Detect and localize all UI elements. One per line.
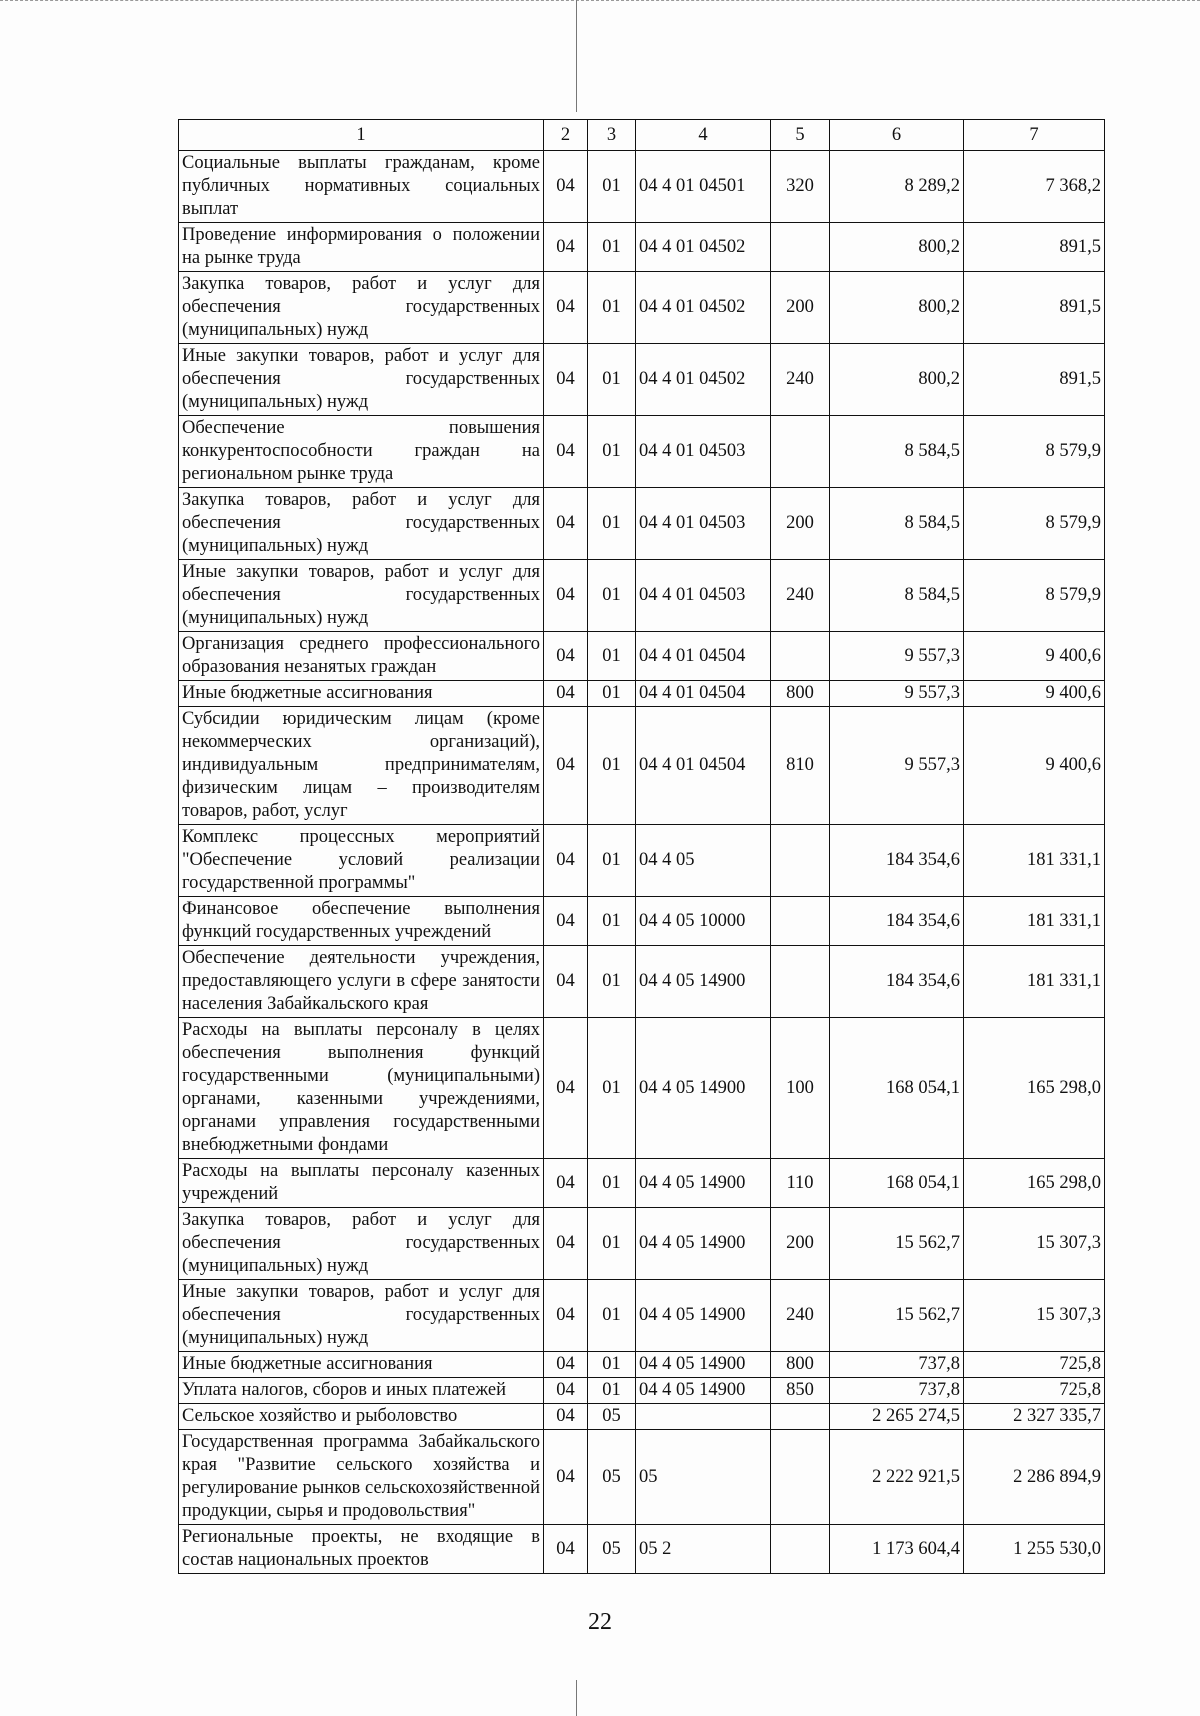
row-amount-col6: 737,8 <box>830 1378 964 1404</box>
row-section: 04 <box>544 1404 588 1430</box>
table-row <box>179 632 1105 681</box>
row-name: Социальные выплаты гражданам, кроме публичных нормативных социальных выплат <box>179 151 544 223</box>
row-name: Закупка товаров, работ и услуг для обеспечения государственных (муниципальных) нужд <box>179 488 544 560</box>
row-subsection: 01 <box>588 416 636 488</box>
row-name: Обеспечение деятельности учреждения, предоставляющего услуги в сфере занятости населения Забайкальского края <box>179 946 544 1018</box>
row-section: 04 <box>544 825 588 897</box>
table-row <box>179 416 1105 488</box>
row-section: 04 <box>544 151 588 223</box>
row-target-code: 04 4 05 10000 <box>636 897 771 946</box>
row-expense-type <box>771 632 830 681</box>
table-row <box>179 1352 1105 1378</box>
row-section: 04 <box>544 632 588 681</box>
row-section: 04 <box>544 416 588 488</box>
budget-table <box>178 119 1105 1574</box>
row-target-code: 04 4 01 04503 <box>636 416 771 488</box>
row-expense-type: 200 <box>771 1208 830 1280</box>
row-expense-type <box>771 223 830 272</box>
row-target-code: 04 4 05 14900 <box>636 1159 771 1208</box>
row-expense-type: 200 <box>771 272 830 344</box>
row-subsection: 01 <box>588 681 636 707</box>
row-amount-col6: 9 557,3 <box>830 707 964 825</box>
row-amount-col6: 8 584,5 <box>830 560 964 632</box>
row-name: Закупка товаров, работ и услуг для обеспечения государственных (муниципальных) нужд <box>179 272 544 344</box>
row-target-code: 04 4 05 <box>636 825 771 897</box>
row-name: Государственная программа Забайкальского края "Развитие сельского хозяйства и регулирование рынков сельскохозяйственной продукции, сырья и продовольствия" <box>179 1430 544 1525</box>
row-expense-type: 800 <box>771 681 830 707</box>
row-subsection: 05 <box>588 1430 636 1525</box>
row-section: 04 <box>544 272 588 344</box>
row-name: Сельское хозяйство и рыболовство <box>179 1404 544 1430</box>
row-expense-type <box>771 946 830 1018</box>
row-section: 04 <box>544 1352 588 1378</box>
row-subsection: 01 <box>588 344 636 416</box>
row-name: Субсидии юридическим лицам (кроме некоммерческих организаций), индивидуальным предпринимателям, физическим лицам – производителям товаров, работ, услуг <box>179 707 544 825</box>
row-target-code: 04 4 01 04502 <box>636 344 771 416</box>
row-target-code: 04 4 01 04503 <box>636 488 771 560</box>
row-amount-col6: 8 289,2 <box>830 151 964 223</box>
row-section: 04 <box>544 1525 588 1574</box>
row-expense-type <box>771 825 830 897</box>
row-subsection: 01 <box>588 488 636 560</box>
row-subsection: 01 <box>588 1208 636 1280</box>
page-number: 22 <box>588 1609 612 1635</box>
row-amount-col6: 9 557,3 <box>830 632 964 681</box>
row-amount-col6: 737,8 <box>830 1352 964 1378</box>
row-expense-type <box>771 1430 830 1525</box>
row-subsection: 01 <box>588 1018 636 1159</box>
table-row <box>179 707 1105 825</box>
table-row <box>179 560 1105 632</box>
row-section: 04 <box>544 1280 588 1352</box>
row-expense-type <box>771 416 830 488</box>
row-amount-col7: 15 307,3 <box>964 1280 1105 1352</box>
row-amount-col7: 15 307,3 <box>964 1208 1105 1280</box>
row-expense-type: 100 <box>771 1018 830 1159</box>
row-target-code: 04 4 01 04503 <box>636 560 771 632</box>
row-expense-type: 320 <box>771 151 830 223</box>
row-subsection: 01 <box>588 1159 636 1208</box>
row-name: Иные бюджетные ассигнования <box>179 1352 544 1378</box>
row-amount-col7: 891,5 <box>964 223 1105 272</box>
col-header-7: 7 <box>964 120 1105 151</box>
row-target-code: 04 4 05 14900 <box>636 946 771 1018</box>
row-section: 04 <box>544 707 588 825</box>
row-name: Региональные проекты, не входящие в состав национальных проектов <box>179 1525 544 1574</box>
row-amount-col7: 2 327 335,7 <box>964 1404 1105 1430</box>
row-section: 04 <box>544 1208 588 1280</box>
row-name: Проведение информирования о положении на рынке труда <box>179 223 544 272</box>
row-amount-col6: 8 584,5 <box>830 416 964 488</box>
row-expense-type: 240 <box>771 1280 830 1352</box>
table-row <box>179 1280 1105 1352</box>
row-target-code: 04 4 05 14900 <box>636 1378 771 1404</box>
table-row <box>179 272 1105 344</box>
row-subsection: 01 <box>588 272 636 344</box>
row-subsection: 05 <box>588 1404 636 1430</box>
row-target-code: 05 <box>636 1430 771 1525</box>
row-target-code: 04 4 05 14900 <box>636 1018 771 1159</box>
row-expense-type: 810 <box>771 707 830 825</box>
row-section: 04 <box>544 223 588 272</box>
col-header-2: 2 <box>544 120 588 151</box>
table-row <box>179 1159 1105 1208</box>
row-amount-col7: 8 579,9 <box>964 560 1105 632</box>
table-row <box>179 1208 1105 1280</box>
table-row <box>179 223 1105 272</box>
row-target-code: 04 4 05 14900 <box>636 1208 771 1280</box>
row-expense-type: 850 <box>771 1378 830 1404</box>
row-section: 04 <box>544 1378 588 1404</box>
row-amount-col6: 184 354,6 <box>830 897 964 946</box>
header-row <box>179 120 1105 151</box>
table-row <box>179 488 1105 560</box>
table-row <box>179 946 1105 1018</box>
row-amount-col7: 7 368,2 <box>964 151 1105 223</box>
row-amount-col6: 800,2 <box>830 272 964 344</box>
table-row <box>179 344 1105 416</box>
row-target-code: 04 4 05 14900 <box>636 1352 771 1378</box>
row-amount-col6: 8 584,5 <box>830 488 964 560</box>
row-amount-col6: 184 354,6 <box>830 946 964 1018</box>
col-header-3: 3 <box>588 120 636 151</box>
row-name: Уплата налогов, сборов и иных платежей <box>179 1378 544 1404</box>
col-header-1: 1 <box>179 120 544 151</box>
row-expense-type <box>771 1404 830 1430</box>
row-name: Комплекс процессных мероприятий "Обеспечение условий реализации государственной программы" <box>179 825 544 897</box>
table-row <box>179 1525 1105 1574</box>
row-subsection: 05 <box>588 1525 636 1574</box>
row-amount-col7: 725,8 <box>964 1378 1105 1404</box>
table-row <box>179 1378 1105 1404</box>
row-section: 04 <box>544 681 588 707</box>
row-name: Финансовое обеспечение выполнения функций государственных учреждений <box>179 897 544 946</box>
row-amount-col7: 9 400,6 <box>964 681 1105 707</box>
row-amount-col7: 165 298,0 <box>964 1159 1105 1208</box>
fold-mark-bottom <box>576 1680 577 1716</box>
col-header-4: 4 <box>636 120 771 151</box>
table-row <box>179 1430 1105 1525</box>
row-amount-col7: 2 286 894,9 <box>964 1430 1105 1525</box>
row-amount-col7: 1 255 530,0 <box>964 1525 1105 1574</box>
row-subsection: 01 <box>588 1378 636 1404</box>
row-amount-col6: 2 222 921,5 <box>830 1430 964 1525</box>
row-amount-col7: 9 400,6 <box>964 632 1105 681</box>
row-amount-col7: 181 331,1 <box>964 825 1105 897</box>
row-target-code: 04 4 01 04504 <box>636 681 771 707</box>
row-amount-col7: 891,5 <box>964 344 1105 416</box>
row-subsection: 01 <box>588 151 636 223</box>
row-amount-col6: 168 054,1 <box>830 1159 964 1208</box>
row-target-code <box>636 1404 771 1430</box>
row-subsection: 01 <box>588 1352 636 1378</box>
row-amount-col6: 1 173 604,4 <box>830 1525 964 1574</box>
row-amount-col7: 181 331,1 <box>964 897 1105 946</box>
row-expense-type: 200 <box>771 488 830 560</box>
row-amount-col6: 2 265 274,5 <box>830 1404 964 1430</box>
row-name: Организация среднего профессионального образования незанятых граждан <box>179 632 544 681</box>
row-name: Иные закупки товаров, работ и услуг для обеспечения государственных (муниципальных) нужд <box>179 560 544 632</box>
table-row <box>179 825 1105 897</box>
col-header-6: 6 <box>830 120 964 151</box>
row-target-code: 04 4 01 04504 <box>636 632 771 681</box>
row-expense-type: 110 <box>771 1159 830 1208</box>
row-section: 04 <box>544 946 588 1018</box>
row-subsection: 01 <box>588 560 636 632</box>
table-row <box>179 151 1105 223</box>
row-amount-col6: 9 557,3 <box>830 681 964 707</box>
table-row <box>179 897 1105 946</box>
row-target-code: 04 4 05 14900 <box>636 1280 771 1352</box>
row-target-code: 04 4 01 04502 <box>636 272 771 344</box>
row-name: Иные закупки товаров, работ и услуг для обеспечения государственных (муниципальных) нужд <box>179 1280 544 1352</box>
row-expense-type: 800 <box>771 1352 830 1378</box>
row-amount-col7: 891,5 <box>964 272 1105 344</box>
row-name: Иные бюджетные ассигнования <box>179 681 544 707</box>
fold-mark-top <box>576 0 577 112</box>
row-amount-col7: 181 331,1 <box>964 946 1105 1018</box>
row-target-code: 04 4 01 04502 <box>636 223 771 272</box>
row-amount-col7: 8 579,9 <box>964 416 1105 488</box>
row-subsection: 01 <box>588 897 636 946</box>
row-name: Иные закупки товаров, работ и услуг для обеспечения государственных (муниципальных) нужд <box>179 344 544 416</box>
row-section: 04 <box>544 560 588 632</box>
row-amount-col7: 165 298,0 <box>964 1018 1105 1159</box>
row-expense-type: 240 <box>771 344 830 416</box>
row-name: Расходы на выплаты персоналу в целях обеспечения выполнения функций государственными (муниципальными) органами, казенными учреждениями, органами управления государственными внебюджетными фондами <box>179 1018 544 1159</box>
table-row <box>179 681 1105 707</box>
row-amount-col6: 800,2 <box>830 344 964 416</box>
row-amount-col6: 184 354,6 <box>830 825 964 897</box>
row-name: Расходы на выплаты персоналу казенных учреждений <box>179 1159 544 1208</box>
row-target-code: 04 4 01 04504 <box>636 707 771 825</box>
row-section: 04 <box>544 1018 588 1159</box>
scan-edge-line <box>0 0 1200 1</box>
row-expense-type <box>771 897 830 946</box>
row-amount-col7: 9 400,6 <box>964 707 1105 825</box>
row-name: Обеспечение повышения конкурентоспособности граждан на региональном рынке труда <box>179 416 544 488</box>
row-amount-col7: 725,8 <box>964 1352 1105 1378</box>
row-target-code: 05 2 <box>636 1525 771 1574</box>
row-subsection: 01 <box>588 1280 636 1352</box>
row-amount-col6: 168 054,1 <box>830 1018 964 1159</box>
row-subsection: 01 <box>588 632 636 681</box>
row-amount-col6: 15 562,7 <box>830 1208 964 1280</box>
row-amount-col6: 800,2 <box>830 223 964 272</box>
row-section: 04 <box>544 488 588 560</box>
row-section: 04 <box>544 1430 588 1525</box>
row-expense-type: 240 <box>771 560 830 632</box>
row-subsection: 01 <box>588 825 636 897</box>
col-header-5: 5 <box>771 120 830 151</box>
row-subsection: 01 <box>588 707 636 825</box>
row-section: 04 <box>544 1159 588 1208</box>
row-target-code: 04 4 01 04501 <box>636 151 771 223</box>
row-subsection: 01 <box>588 223 636 272</box>
table-row <box>179 1404 1105 1430</box>
row-expense-type <box>771 1525 830 1574</box>
row-name: Закупка товаров, работ и услуг для обеспечения государственных (муниципальных) нужд <box>179 1208 544 1280</box>
row-amount-col7: 8 579,9 <box>964 488 1105 560</box>
row-subsection: 01 <box>588 946 636 1018</box>
table-row <box>179 1018 1105 1159</box>
row-section: 04 <box>544 344 588 416</box>
row-section: 04 <box>544 897 588 946</box>
row-amount-col6: 15 562,7 <box>830 1280 964 1352</box>
